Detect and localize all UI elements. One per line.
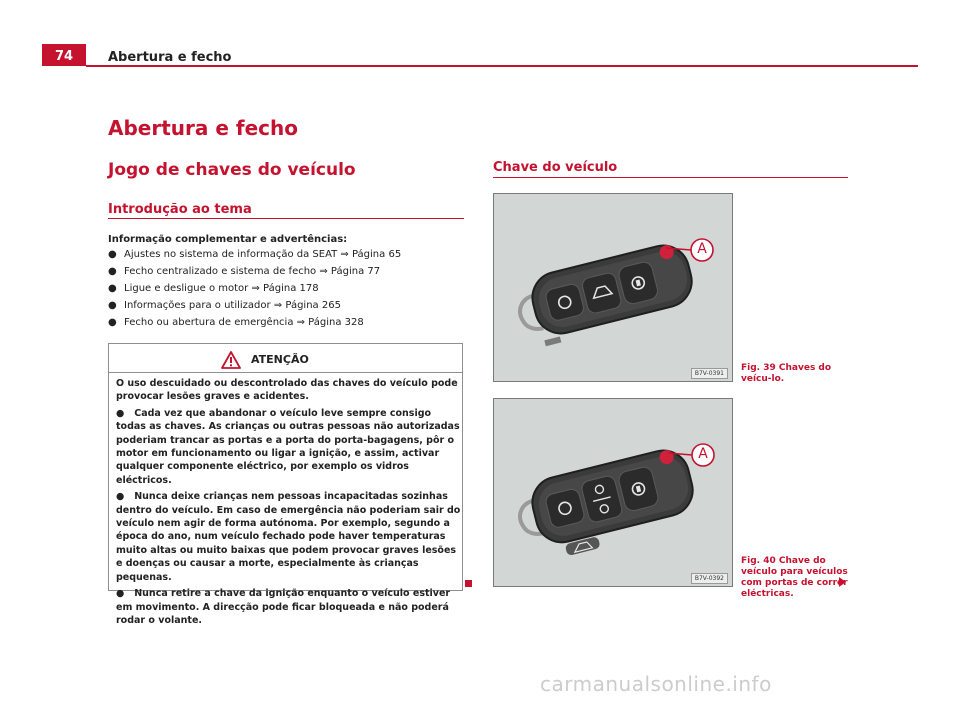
warning-item: ● Cada vez que abandonar o veículo leve sempre consigo todas as chaves. As crianças ou outras pessoas não autorizadas poderiam trancar as portas e a porta do porta-bagagens, pôr o motor em funcionamento ou ligar a ignição, e assim, activar qualquer componente eléctrico, por exemplo os vidros eléctricos. — [116, 407, 460, 486]
page-number: 74 — [54, 49, 74, 64]
subsection-rule — [108, 218, 464, 219]
warning-triangle-icon — [221, 351, 241, 369]
right-section-rule — [493, 177, 848, 178]
callout-a: A — [697, 241, 707, 257]
callout-a: A — [698, 446, 708, 462]
list-item[interactable]: ● Informações para o utilizador ⇒ Página 265 — [108, 300, 341, 311]
header-rule — [86, 65, 918, 67]
right-section-title: Chave do veículo — [493, 160, 618, 175]
list-item[interactable]: ● Fecho ou abertura de emergência ⇒ Página 328 — [108, 317, 364, 328]
continue-arrow-icon — [839, 577, 846, 587]
warning-item: ● Nunca deixe crianças nem pessoas incapacitadas sozinhas dentro do veículo. Em caso de emergência não poderiam sair do veículo nem agir de forma autónoma. Por exemplo, segundo a época do ano, num veículo fechado pode haver temperaturas muito altas ou muito baixas que podem provocar graves lesões e doenças ou causar a morte, especialmente às crianças pequenas. — [116, 491, 461, 583]
running-header: Abertura e fecho — [108, 50, 232, 65]
figure-39-caption: Fig. 39 Chaves do veícu-lo. — [741, 363, 832, 384]
list-item[interactable]: ● Ajustes no sistema de informação da SEAT ⇒ Página 65 — [108, 249, 402, 260]
warning-box — [108, 343, 463, 626]
figure-40-caption: Fig. 40 Chave do veículo para veículos com portas de correr eléctricas. — [741, 556, 848, 599]
intro-label: Informação complementar e advertências: — [108, 234, 348, 245]
list-item[interactable]: ● Fecho centralizado e sistema de fecho ⇒ Página 77 — [108, 266, 381, 277]
warning-title: ATENÇÃO — [251, 353, 309, 366]
list-item[interactable]: ● Ligue e desligue o motor ⇒ Página 178 — [108, 283, 319, 294]
section-title: Jogo de chaves do veículo — [108, 160, 356, 180]
warning-item: ● Nunca retire a chave da ignição enquanto o veículo estiver em movimento. A direcção pode ficar bloqueada e não poderá rodar o volante. — [116, 588, 451, 626]
warning-intro: O uso descuidado ou descontrolado das chaves do veículo pode provocar lesões graves e acidentes. — [116, 378, 458, 403]
warning-body — [116, 377, 462, 630]
key-illustration — [494, 194, 733, 382]
subsection-title: Introdução ao tema — [108, 202, 252, 217]
figure-code: B7V-0391 — [691, 368, 728, 379]
section-end-marker — [465, 580, 472, 587]
figure-code: B7V-0392 — [691, 573, 728, 584]
key-illustration — [494, 399, 733, 587]
reference-list — [108, 246, 464, 331]
chapter-title: Abertura e fecho — [108, 116, 298, 140]
figure-39-key — [493, 193, 733, 382]
warning-header — [109, 344, 462, 373]
figure-40-key — [493, 398, 733, 587]
watermark: carmanualsonline.info — [540, 672, 772, 696]
